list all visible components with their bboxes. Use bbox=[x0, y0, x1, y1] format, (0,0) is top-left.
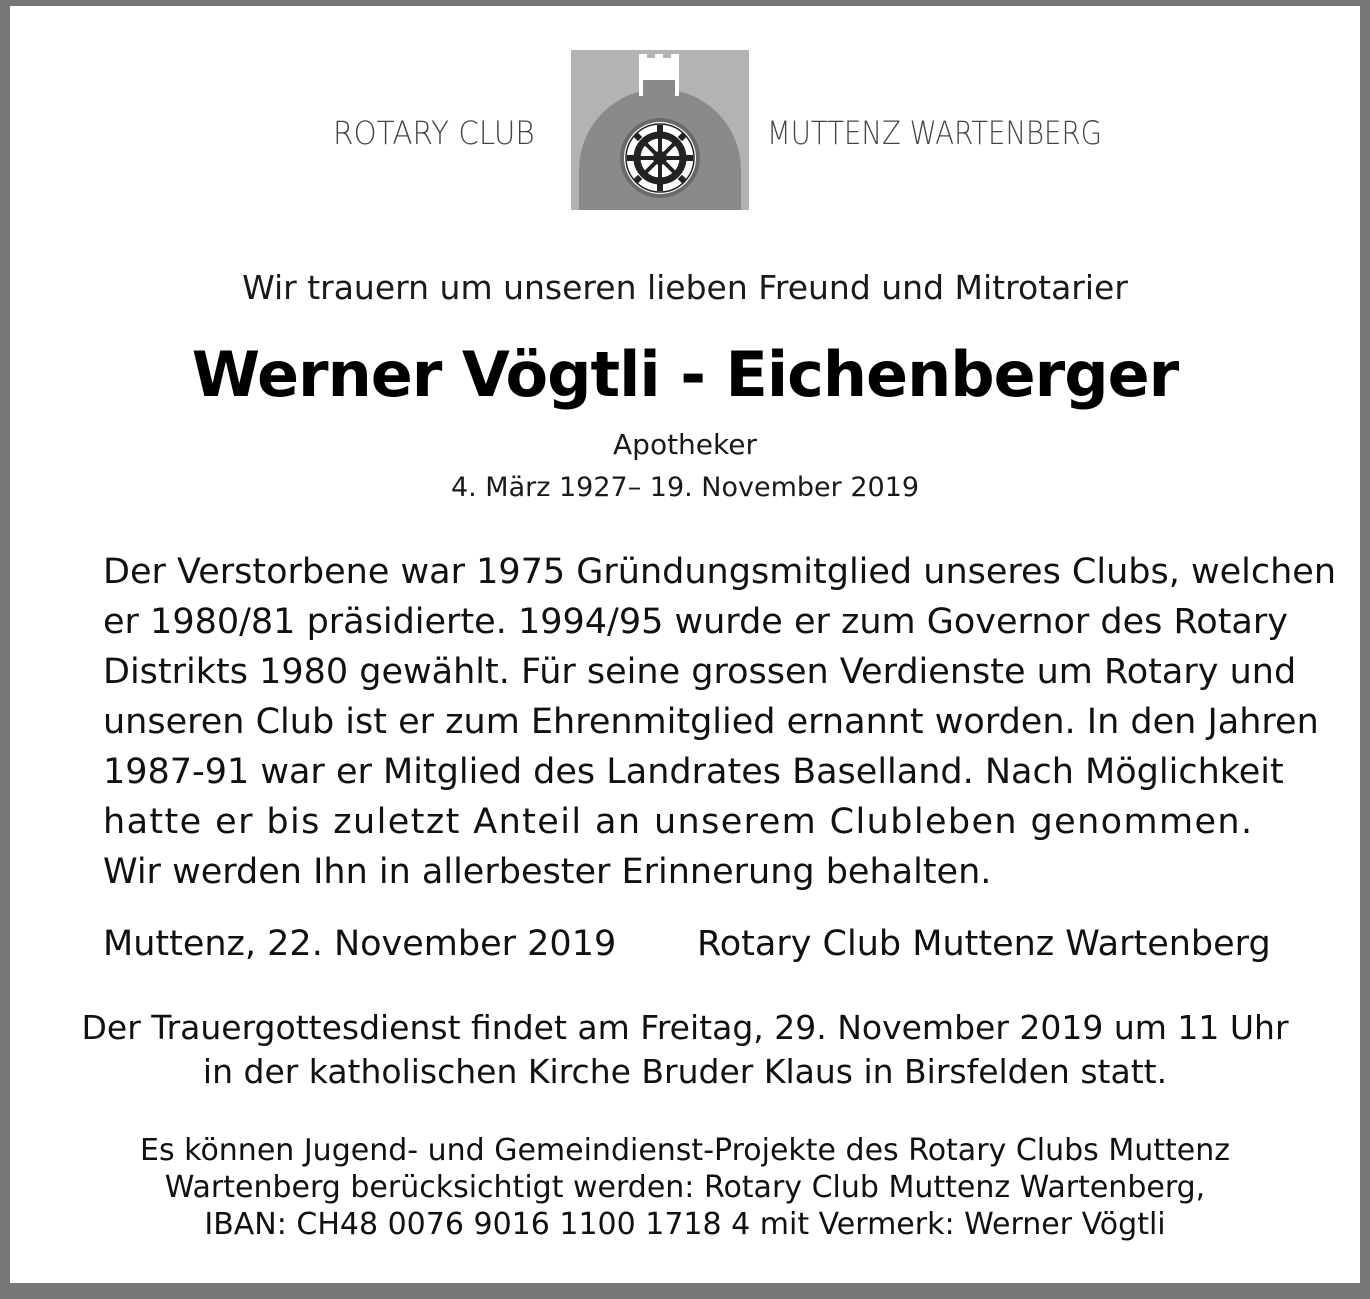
body-line: hatte er bis zuletzt Anteil an unserem Clubleben genommen. bbox=[103, 802, 1254, 842]
body-line: Wir werden Ihn in allerbester Erinnerung behalten. bbox=[103, 852, 992, 892]
club-logo bbox=[0, 0, 1370, 220]
place-date: Muttenz, 22. November 2019 bbox=[103, 924, 617, 964]
club-signature: Rotary Club Muttenz Wartenberg bbox=[697, 924, 1271, 964]
donation-line: Wartenberg berücksichtigt werden: Rotary Club Muttenz Wartenberg, bbox=[164, 1170, 1206, 1205]
body-line: unseren Club ist er zum Ehrenmitglied ernannt worden. In den Jahren bbox=[103, 702, 1319, 742]
body-line: Der Verstorbene war 1975 Gründungsmitglied unseres Clubs, welchen bbox=[103, 552, 1336, 592]
service-line: in der katholischen Kirche Bruder Klaus in Birsfelden statt. bbox=[202, 1052, 1168, 1091]
deceased-name: Werner Vögtli - Eichenberger bbox=[191, 338, 1179, 411]
body-line: Distrikts 1980 gewählt. Für seine grossen Verdienste um Rotary und bbox=[103, 652, 1297, 692]
life-dates: 4. März 1927– 19. November 2019 bbox=[450, 472, 920, 503]
service-line: Der Trauergottesdienst findet am Freitag, 29. November 2019 um 11 Uhr bbox=[81, 1008, 1289, 1047]
donation-info bbox=[0, 1132, 1370, 1243]
rotary-wheel-emblem-icon bbox=[571, 50, 749, 210]
intro-text: Wir trauern um unseren lieben Freund und Mitrotarier bbox=[242, 268, 1128, 307]
obituary-body bbox=[103, 547, 1336, 897]
body-line: er 1980/81 präsidierte. 1994/95 wurde er zum Governor des Rotary bbox=[103, 602, 1288, 642]
donation-line: IBAN: CH48 0076 9016 1100 1718 4 mit Vermerk: Werner Vögtli bbox=[204, 1207, 1166, 1242]
logo-right-text: MUTTENZ WARTENBERG bbox=[767, 114, 1102, 152]
funeral-service-info bbox=[0, 1006, 1370, 1094]
body-line: 1987-91 war er Mitglied des Landrates Baselland. Nach Möglichkeit bbox=[103, 752, 1284, 792]
profession: Apotheker bbox=[613, 428, 757, 461]
donation-line: Es können Jugend- und Gemeindienst-Projekte des Rotary Clubs Muttenz bbox=[140, 1133, 1230, 1168]
logo-left-text: ROTARY CLUB bbox=[333, 114, 535, 152]
